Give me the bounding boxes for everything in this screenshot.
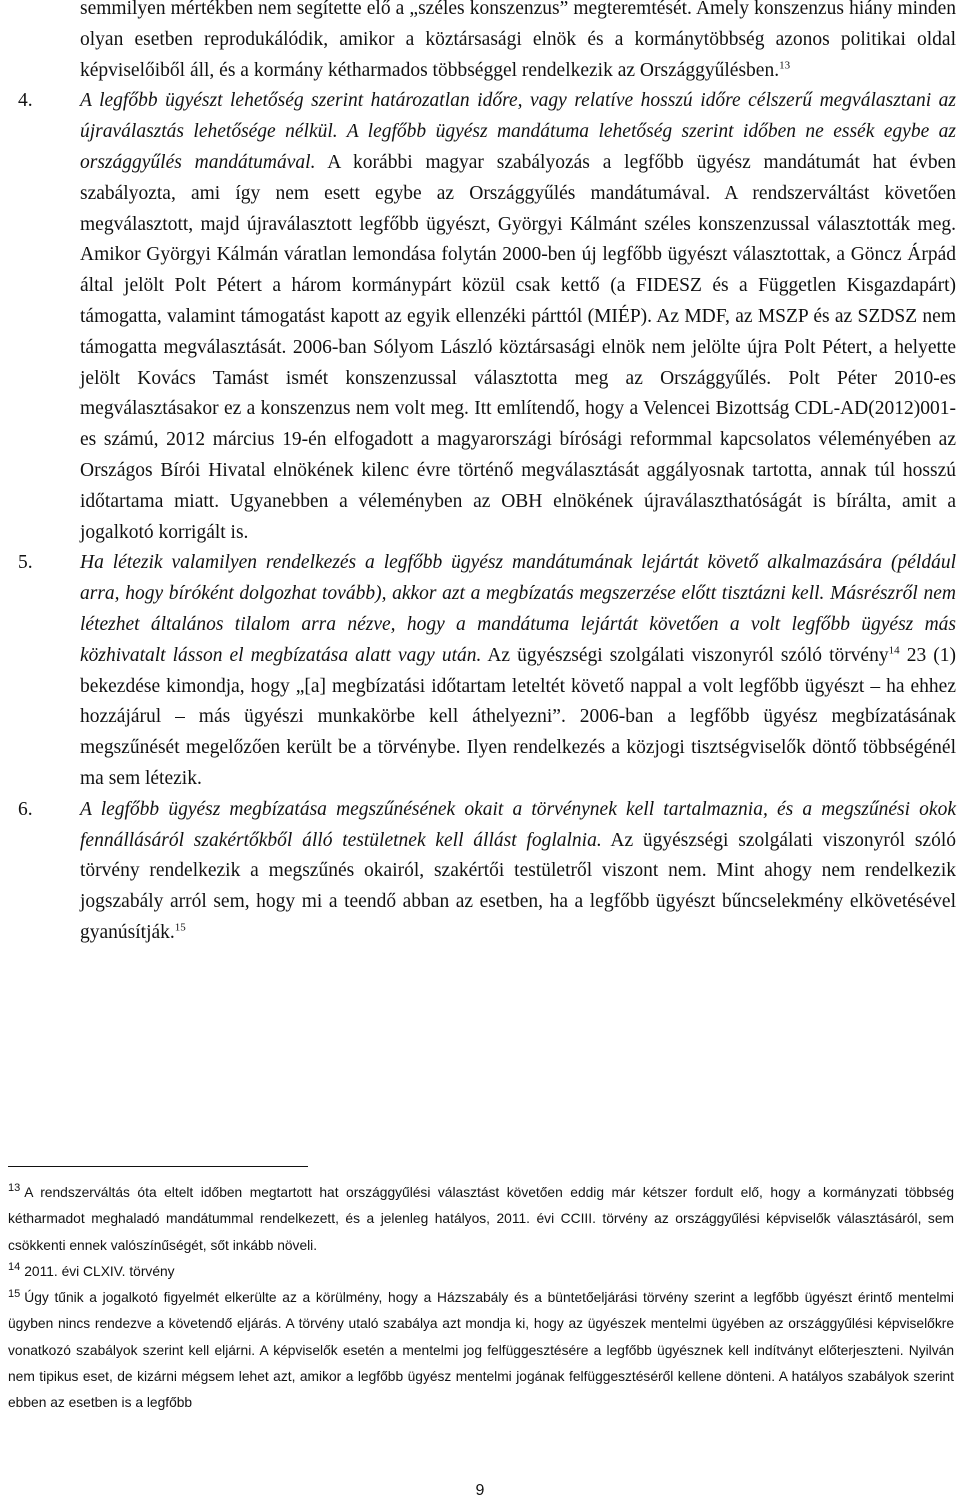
page-number: 9 bbox=[475, 1482, 485, 1499]
item-explanation-cont: 23 (1) bekezdése kimondja, hogy „[a] megbízatási időtartam leteltét követő nappal a volt legfőbb ügyészt – ha ehhez hozzájárul – más ügyészi munkakörbe kell áthelyezni”. 2006-ban a legfőbb ügyész megbízatásának megszűnését megelőzően került be a törvénybe. Ilyen rendelkezés a közjogi tisztségviselők döntő többségénél ma sem létezik. bbox=[80, 644, 956, 789]
footnote-number: 14 bbox=[8, 1261, 21, 1274]
footnote-ref-13[interactable]: 13 bbox=[779, 59, 791, 72]
item-recommendation: A legfőbb ügyészt lehetőség szerint határozatlan időre, vagy relatíve hosszú időre célszerű megválasztani az újraválasztás lehetősége nélkül. A legfőbb ügyész mandátuma lehetőség szerint időben ne essék egybe az országgyűlés mandátumával. bbox=[80, 90, 956, 173]
footnote-text: A rendszerváltás óta eltelt időben megtartott hat országgyűlési választást követően eddig már kétszer fordult elő, hogy a kormányzati többség kétharmadot meghaladó mandátummal rendelkezett, és a jelenleg hatályos, 2011. évi CCIII. törvény az országgyűlési képviselők választásáról, sem csökkenti ennek valószínűségét, sőt inkább növeli. bbox=[8, 1185, 954, 1253]
item-explanation: A korábbi magyar szabályozás a legfőbb ügyész mandátumát hat évben szabályozta, ami így nem esett egybe az Országgyűlés mandátumával. A rendszerváltást követően megválasztott, majd újraválasztott legfőbb ügyészt, Györgyi Kálmánt széles konszenzussal választották meg. Amikor Györgyi Kálmán váratlan lemondása folytán 2000-ben új legfőbb ügyészt választottak, a Göncz Árpád által jelölt Polt Pétert a három kormánypárt közül csak kettő (a FIDESZ és a Független Kisgazdapárt) támogatta, valamint támogatást kapott az egyik ellenzéki párttól (MIÉP). Az MDF, az MSZP és az SZDSZ nem támogatta megválasztását. 2006-ban Sólyom László köztársasági elnök nem jelölte újra Polt Pétert, a helyette jelölt Kovács Tamást ismét konszenzussal választotta meg az Országgyűlés. Polt Péter 2010-es megválasztásakor ez a konszenzus nem volt meg. Itt említendő, hogy a Velencei Bizottság CDL-AD(2012)001-es számú, 2012 március 19-én elfogadott a magyarországi bírósági reformmal kapcsolatos véleményében az Országos Bírói Hivatal elnökének kilenc évre történő megválasztását aggályosnak tartotta, annak túl hosszú időtartama miatt. Ugyanebben a véleményben az OBH elnökének újraválaszthatóságát is bírálta, amit a jogalkotó korrigált is. bbox=[80, 151, 956, 543]
footnote-text: Úgy tűnik a jogalkotó figyelmét elkerülte az a körülmény, hogy a Házszabály és a büntetőeljárási törvény szerint a legfőbb ügyészt érintő mentelmi ügyben nincs rendezve a követendő eljárás. A törvény utaló szabálya azt mondja ki, hogy az ügyészek mentelmi ügyében az országgyűlési képviselőkre vonatkozó szabályok szerint kell eljárni. A képviselők esetén a mentelmi jog felfüggesztésére a legfőbb ügyésznek kell indítványt előterjeszteni. Nyilván nem tipikus eset, de kizárni mégsem lehet azt, amikor a legfőbb ügyész mentelmi jogának felfüggesztéséről kellene dönteni. A hatályos szabályok szerint ebben az esetben is a legfőbb bbox=[8, 1290, 954, 1411]
item-number: 6. bbox=[18, 798, 33, 820]
intro-text: semmilyen mértékben nem segítette elő a „széles konszenzus” megteremtését. Amely konszenzus hiány minden olyan esetben reprodukálódik, amikor a köztársasági elnök és a kormánytöbbség azonos politikai oldal képviselőiből áll, és a kormány kétharmados többséggel rendelkezik az Országgyűlésben. bbox=[80, 0, 956, 81]
numbered-item-4 bbox=[18, 86, 956, 548]
item-explanation: Az ügyészségi szolgálati viszonyról szóló törvény bbox=[481, 644, 889, 666]
footnote-13 bbox=[8, 1180, 954, 1259]
numbered-item-6 bbox=[18, 795, 956, 949]
item-explanation: Az ügyészségi szolgálati viszonyról szóló törvény rendelkezik a megszűnés okairól, szakértői testületről viszont nem. Mint ahogy nem rendelkezik jogszabály arról sem, hogy mi a teendő abban az esetben, ha a legfőbb ügyészt bűncselekmény elkövetésével gyanúsítják. bbox=[80, 829, 956, 943]
footnote-number: 15 bbox=[8, 1287, 21, 1300]
main-text bbox=[18, 0, 956, 949]
footnote-ref-14[interactable]: 14 bbox=[888, 644, 900, 657]
item-recommendation: Ha létezik valamilyen rendelkezés a legfőbb ügyész mandátumának lejártát követő alkalmazására (például arra, hogy bíróként dolgozhat tovább), akkor azt a megbízatás megszerzése előtt tisztázni kell. Másrészről nem létezhet általános tilalom arra nézve, hogy a mandátuma lejártát követően a volt legfőbb ügyész más közhivatalt lásson el megbízatása alatt vagy után. bbox=[80, 552, 956, 666]
footnotes-section bbox=[8, 1180, 954, 1417]
footnote-14 bbox=[8, 1259, 954, 1285]
item-recommendation: A legfőbb ügyész megbízatása megszűnésének okait a törvénynek kell tartalmaznia, és a megszűnési okok fennállásáról szakértőkből álló testületnek kell állást foglalnia. bbox=[80, 798, 956, 851]
numbered-item-5 bbox=[18, 548, 956, 794]
footnote-separator bbox=[8, 1166, 308, 1167]
footnote-number: 13 bbox=[8, 1182, 21, 1195]
item-number: 5. bbox=[18, 552, 33, 574]
item-number: 4. bbox=[18, 90, 33, 112]
footnote-15 bbox=[8, 1285, 954, 1416]
footnote-ref-15[interactable]: 15 bbox=[174, 921, 186, 934]
footnote-text: 2011. évi CLXIV. törvény bbox=[24, 1263, 175, 1279]
intro-paragraph bbox=[80, 0, 956, 86]
